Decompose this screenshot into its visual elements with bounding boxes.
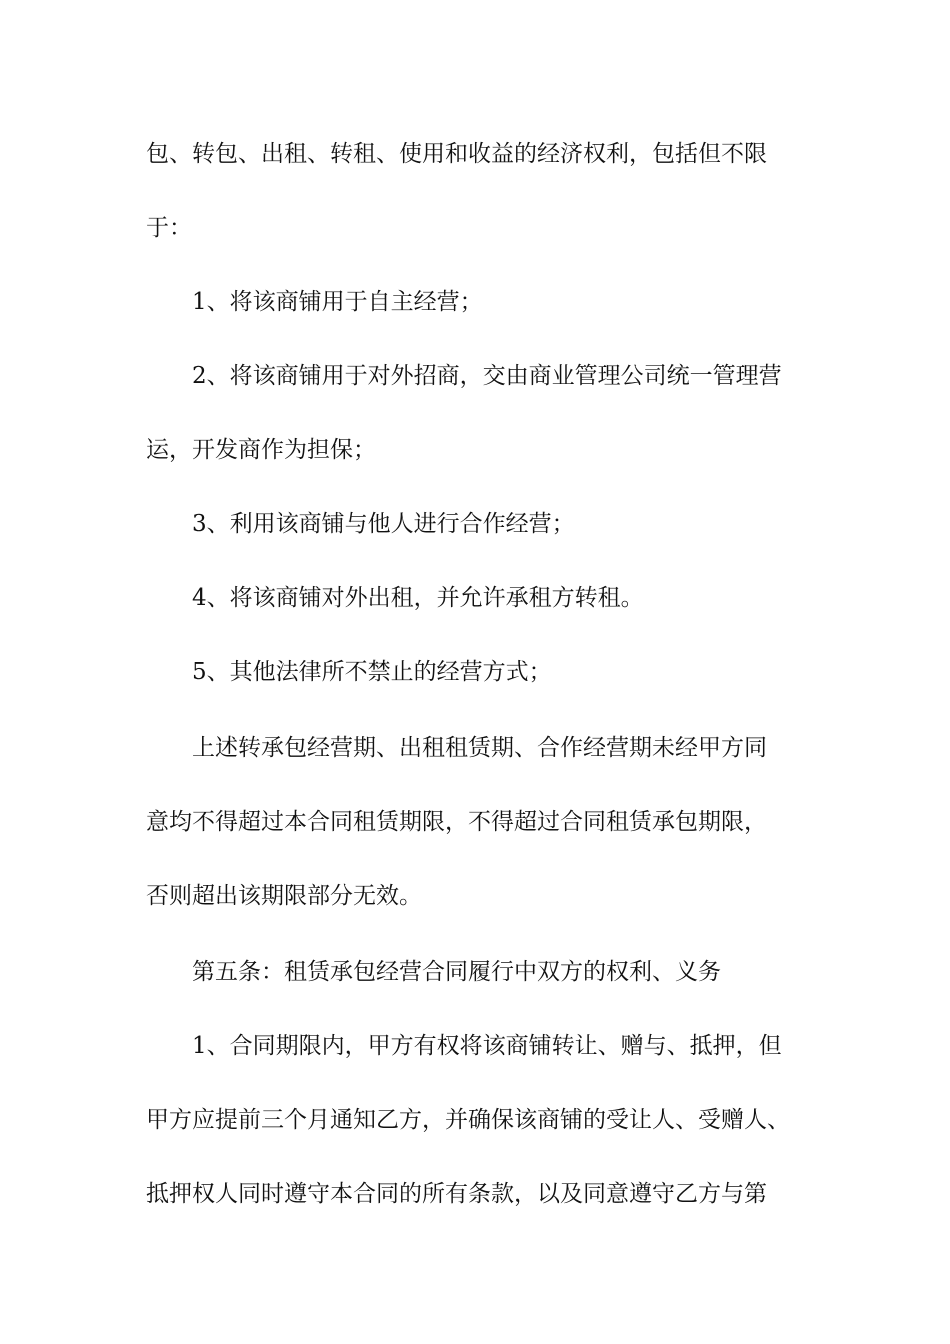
text-line: 意均不得超过本合同租赁期限，不得超过合同租赁承包期限， bbox=[146, 809, 767, 835]
section-heading: 第五条：租赁承包经营合同履行中双方的权利、义务 bbox=[192, 959, 721, 985]
list-item: 2、将该商铺用于对外招商，交由商业管理公司统一管理营 bbox=[192, 363, 782, 389]
list-item: 4、将该商铺对外出租，并允许承租方转租。 bbox=[192, 585, 644, 611]
list-item: 1、合同期限内，甲方有权将该商铺转让、赠与、抵押，但 bbox=[192, 1033, 782, 1059]
text-line: 甲方应提前三个月通知乙方，并确保该商铺的受让人、受赠人、 bbox=[146, 1107, 790, 1133]
text-line: 否则超出该期限部分无效。 bbox=[146, 883, 422, 909]
list-item: 5、其他法律所不禁止的经营方式； bbox=[192, 659, 552, 685]
text-line: 运，开发商作为担保； bbox=[146, 437, 376, 463]
paragraph-line: 上述转承包经营期、出租租赁期、合作经营期未经甲方同 bbox=[192, 735, 767, 761]
text-line: 于： bbox=[146, 215, 192, 241]
list-item: 1、将该商铺用于自主经营； bbox=[192, 289, 483, 315]
list-item: 3、利用该商铺与他人进行合作经营； bbox=[192, 511, 575, 537]
text-line: 包、转包、出租、转租、使用和收益的经济权利，包括但不限 bbox=[146, 141, 767, 167]
text-line: 抵押权人同时遵守本合同的所有条款，以及同意遵守乙方与第 bbox=[146, 1181, 767, 1207]
